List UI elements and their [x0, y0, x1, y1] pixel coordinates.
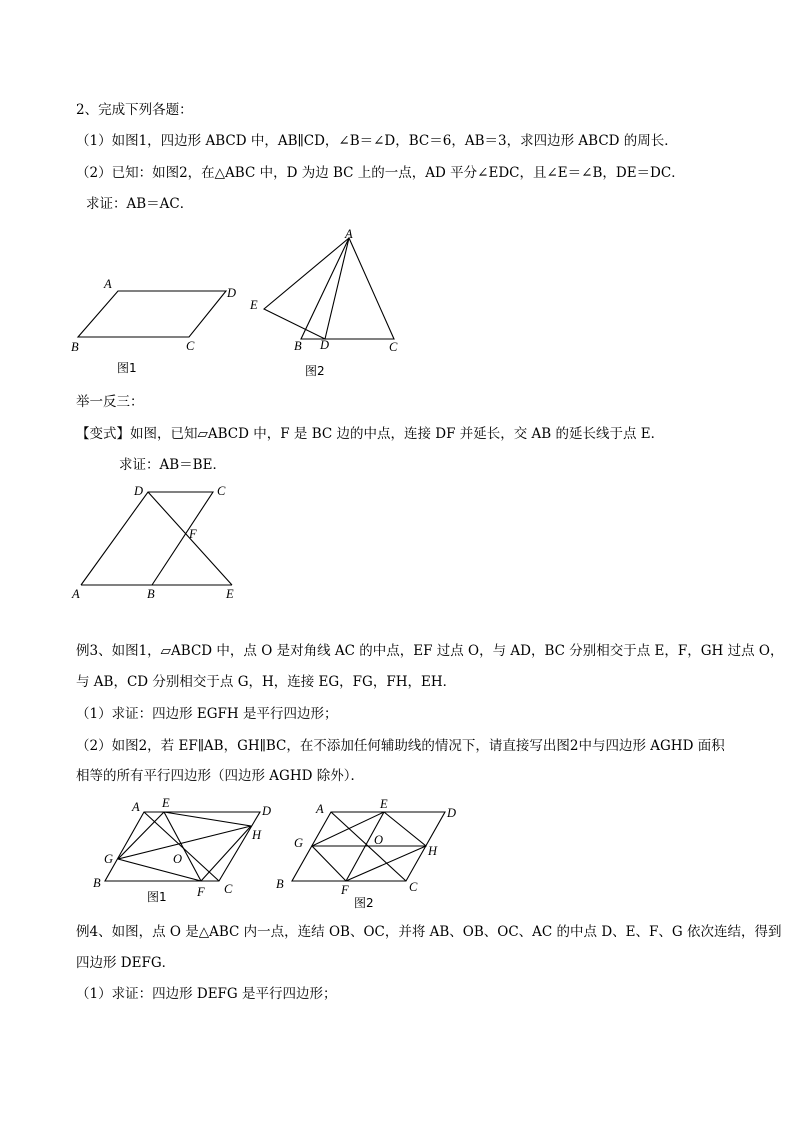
example-3-figure-2-caption: 图2	[354, 896, 374, 910]
label-e: E	[250, 298, 258, 312]
q2-part2: （2）已知：如图2，在△ABC 中，D 为边 BC 上的一点，AD 平分∠EDC，且∠E＝∠B，DE＝DC．	[76, 165, 685, 181]
label-o: O	[374, 833, 384, 847]
q2-part1: （1）如图1，四边形 ABCD 中，AB∥CD，∠B＝∠D，BC＝6，AB＝3，求四边形 ABCD 的周长．	[76, 133, 678, 149]
label-e: E	[162, 796, 170, 810]
q2-title: 2、完成下列各题：	[76, 102, 193, 118]
label-e: E	[226, 587, 234, 601]
example-3-figure-2	[270, 795, 470, 915]
label-c: C	[186, 339, 195, 353]
label-a: A	[316, 802, 324, 816]
label-f: F	[341, 883, 349, 897]
label-b: B	[276, 877, 284, 891]
label-o: O	[173, 852, 183, 866]
figure-1-parallelogram	[60, 270, 260, 380]
label-f: F	[197, 885, 205, 899]
variant-proof: 求证：AB＝BE．	[119, 457, 226, 473]
label-a: A	[72, 587, 80, 601]
label-a: A	[132, 800, 140, 814]
label-d: D	[134, 484, 144, 498]
label-d: D	[447, 806, 457, 820]
label-h: H	[252, 828, 262, 842]
label-c: C	[409, 880, 418, 894]
example-3-figure-1-caption: 图1	[147, 890, 167, 904]
example-3-part2-line1: （2）如图2，若 EF∥AB，GH∥BC，在不添加任何辅助线的情况下，请直接写出图2中与四边形 AGHD 面积	[76, 738, 725, 754]
label-b: B	[93, 876, 101, 890]
analogy-title: 举一反三：	[76, 394, 144, 410]
label-b: B	[147, 587, 155, 601]
label-a: A	[104, 277, 112, 291]
example-4-line1: 例4、如图，点 O 是△ABC 内一点，连结 OB、OC，并将 AB、OB、OC、AC 的中点 D、E、F、G 依次连结，得到	[76, 924, 782, 940]
figure-1-caption: 图1	[117, 361, 137, 375]
label-c: C	[217, 484, 226, 498]
example-3-line2: 与 AB，CD 分别相交于点 G，H，连接 EG，FG，FH，EH．	[76, 674, 457, 690]
figure-2-caption: 图2	[305, 364, 325, 378]
example-4-line2: 四边形 DEFG．	[76, 955, 176, 971]
example-4-part1: （1）求证：四边形 DEFG 是平行四边形；	[76, 986, 337, 1002]
example-3-line1: 例3、如图1，▱ABCD 中，点 O 是对角线 AC 的中点，EF 过点 O，与 AD，BC 分别相交于点 E，F，GH 过点 O，	[76, 643, 784, 659]
label-d: D	[262, 804, 272, 818]
q2-part2-proof: 求证：AB＝AC．	[86, 196, 194, 212]
variant-problem: 【变式】如图，已知▱ABCD 中，F 是 BC 边的中点，连接 DF 并延长，交 AB 的延长线于点 E．	[76, 426, 665, 442]
variant-figure	[60, 478, 260, 608]
label-f: F	[189, 527, 197, 541]
label-c: C	[389, 340, 398, 354]
label-d: D	[227, 286, 237, 300]
example-3-figure-1	[90, 795, 280, 910]
example-3-part1: （1）求证：四边形 EGFH 是平行四边形；	[76, 706, 338, 722]
figure-2-triangle	[245, 225, 415, 385]
label-b: B	[71, 340, 79, 354]
label-g: G	[294, 836, 304, 850]
label-c: C	[224, 882, 233, 896]
label-b: B	[294, 339, 302, 353]
example-3-part2-line2: 相等的所有平行四边形（四边形 AGHD 除外）．	[76, 768, 364, 784]
label-a: A	[345, 227, 353, 241]
label-h: H	[428, 844, 438, 858]
label-g: G	[104, 852, 114, 866]
label-e: E	[380, 797, 388, 811]
label-d: D	[320, 338, 330, 352]
